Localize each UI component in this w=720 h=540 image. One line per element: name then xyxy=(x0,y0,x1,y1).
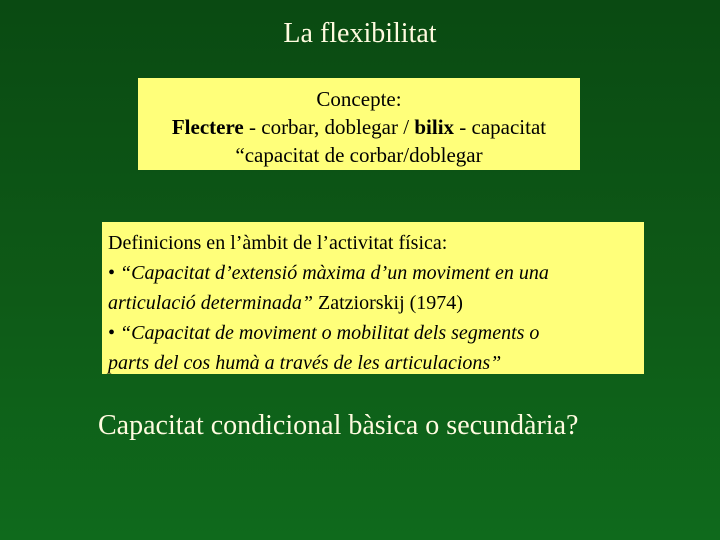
definitions-heading: Definicions en l’àmbit de l’activitat física: xyxy=(108,232,448,254)
definition-2-line-2 xyxy=(108,348,644,378)
definition-1-author: Zatziorskij (1974) xyxy=(312,292,463,314)
closing-question: Capacitat condicional bàsica o secundària? xyxy=(98,410,579,441)
definition-1-line-2 xyxy=(108,288,644,318)
definition-1-text-a: “Capacitat d’extensió màxima d’un moviment en una xyxy=(115,262,549,284)
definitions-box xyxy=(102,222,644,374)
definition-2-text-b: parts del cos humà a través de les articulacions” xyxy=(108,352,502,374)
definition-2-line-1 xyxy=(108,318,644,348)
concept-word-bilix: bilix xyxy=(414,115,455,139)
definition-2-text-a: “Capacitat de moviment o mobilitat dels segments o xyxy=(115,322,540,344)
concept-heading: Concepte: xyxy=(316,87,402,111)
concept-def-bilix: - capacitat xyxy=(454,115,547,139)
bullet-2: • xyxy=(108,322,116,344)
slide-title: La flexibilitat xyxy=(283,18,437,49)
definition-1-line-1 xyxy=(108,258,644,288)
concept-def-flectere: - corbar, doblegar / xyxy=(243,115,415,139)
bullet-1: • xyxy=(108,262,116,284)
concept-box xyxy=(138,78,580,170)
concept-word-flectere: Flectere xyxy=(171,115,244,139)
definition-1-text-b: articulació determinada” xyxy=(108,292,313,314)
concept-etymology xyxy=(138,113,580,141)
concept-meaning: “capacitat de corbar/doblegar xyxy=(235,143,483,167)
